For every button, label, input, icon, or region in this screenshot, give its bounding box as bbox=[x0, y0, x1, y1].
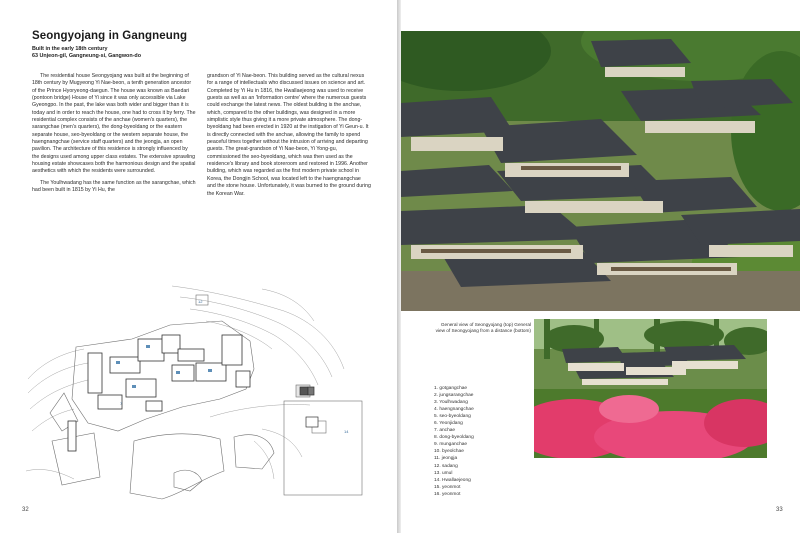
legend-item: 14. Hwallaejeong bbox=[434, 477, 471, 483]
address: 63 Unjeon-gil, Gangneung-si, Gangwon-do bbox=[32, 53, 142, 60]
legend-item: 6. Yeonjidang bbox=[434, 421, 463, 427]
legend-item: 11. jeongja bbox=[434, 456, 458, 462]
legend-item: 9. munganchae bbox=[434, 442, 468, 448]
legend-item: 1. gotgangchae bbox=[434, 386, 468, 391]
legend-item: 7. anchae bbox=[434, 428, 456, 434]
plan-label-12: 12 bbox=[198, 299, 203, 304]
legend-item: 15. yeonmot bbox=[434, 484, 461, 490]
legend-item: 2. jungsarangchae bbox=[434, 393, 474, 399]
paragraph: The Youlhwadang has the same function as the sarangchae, which had been built in 1815 by Yi Hu, the bbox=[32, 179, 196, 194]
legend-item: 12. sadang bbox=[434, 463, 458, 469]
left-page bbox=[0, 0, 397, 533]
plan-label-14: 14 bbox=[344, 429, 349, 434]
paragraph: grandson of Yi Nae-beon. This building served as the cultural nexus for a range of intellectuals who discussed issues on science and art. Completed by Yi Hu in 1816, the Hwallaejeong was used to receive guests as well as an 'Information centre' where the numerous guests could exchange the latest news. The oldest building is the anchae, which, compared to the other buildings, was designed in a more simplistic style thus giving it a more private atmosphere. The dong-byeoldang had been erected in 1920 at the instigation of Yi Geun-u. It is directly connected with the anchae, allowing the family to spend peaceful times together without the intrusion of arriving and departing guests. The great-grandson of Yi Nae-beon, Yi Yong-gu, commissioned the seo-byeoldang, which was then used as the residence's library and book storeroom and restored in 1996. Another building, which was regarded as the first modern private school in Korea, the Dongjin School, was located left to the haengnangchae and the stone house. Unfortunately, it was burned to the ground during the Korean War. bbox=[207, 73, 371, 197]
legend-item: 16. yeonmot bbox=[434, 491, 461, 497]
page-number-left: 32 bbox=[22, 507, 29, 513]
legend-item: 13. umul bbox=[434, 470, 453, 476]
site-plan-drawing bbox=[22, 281, 380, 513]
plan-legend bbox=[434, 385, 474, 498]
building-meta bbox=[32, 46, 141, 60]
body-column-2 bbox=[207, 73, 371, 202]
body-column-1 bbox=[32, 73, 196, 199]
legend-item: 5. seo-byeoldang bbox=[434, 414, 471, 420]
paragraph: The residential house Seongyojang was built at the beginning of 18th century by Mugyeong Yi Nae-beon, a tenth generation ancestor of the Prince Hyoryeong-daegun. The house was known as Baedari (pontoon bridge) House of Yi since it was only accessible via Lake Gyeongpo. In the past, the lake was both wider and bigger than it is today and in order to reach the house, one had to cross it by ferry. The residential complex consists of the anchae (women's quarters), the sarangchae (men's quarters), the dong-byeoldang or the eastern separate house, seo-byeoldang or the western separate house, the haengnangchae (service staff quarters) and the jeongja, an open pavilion. The architecture of this residence is strongly influenced by the designs used among upper class estates. The extensive sprawling housing estate showcases both the harmonious design and the spatial aesthetics with which the residents were surrounded. bbox=[32, 73, 196, 175]
main-photo-hanok-roofs bbox=[401, 31, 800, 311]
distance-photo-azaleas bbox=[534, 319, 767, 458]
legend-item: 4. haengnangchae bbox=[434, 407, 474, 413]
legend-item: 8. dong-byeoldang bbox=[434, 435, 474, 441]
page-number-right: 33 bbox=[776, 507, 783, 513]
legend-item: 10. byeolchae bbox=[434, 449, 464, 455]
page-title: Seongyojang in Gangneung bbox=[32, 30, 188, 42]
built-date: Built in the early 18th century bbox=[32, 46, 108, 52]
photo-caption: General view of Seongyojang (top) General view of Seongyojang from a distance (bottom) bbox=[435, 322, 531, 334]
plan-label-7: 7 bbox=[120, 401, 123, 406]
right-page bbox=[401, 0, 800, 533]
legend-item: 3. Youlhwadang bbox=[434, 400, 468, 406]
